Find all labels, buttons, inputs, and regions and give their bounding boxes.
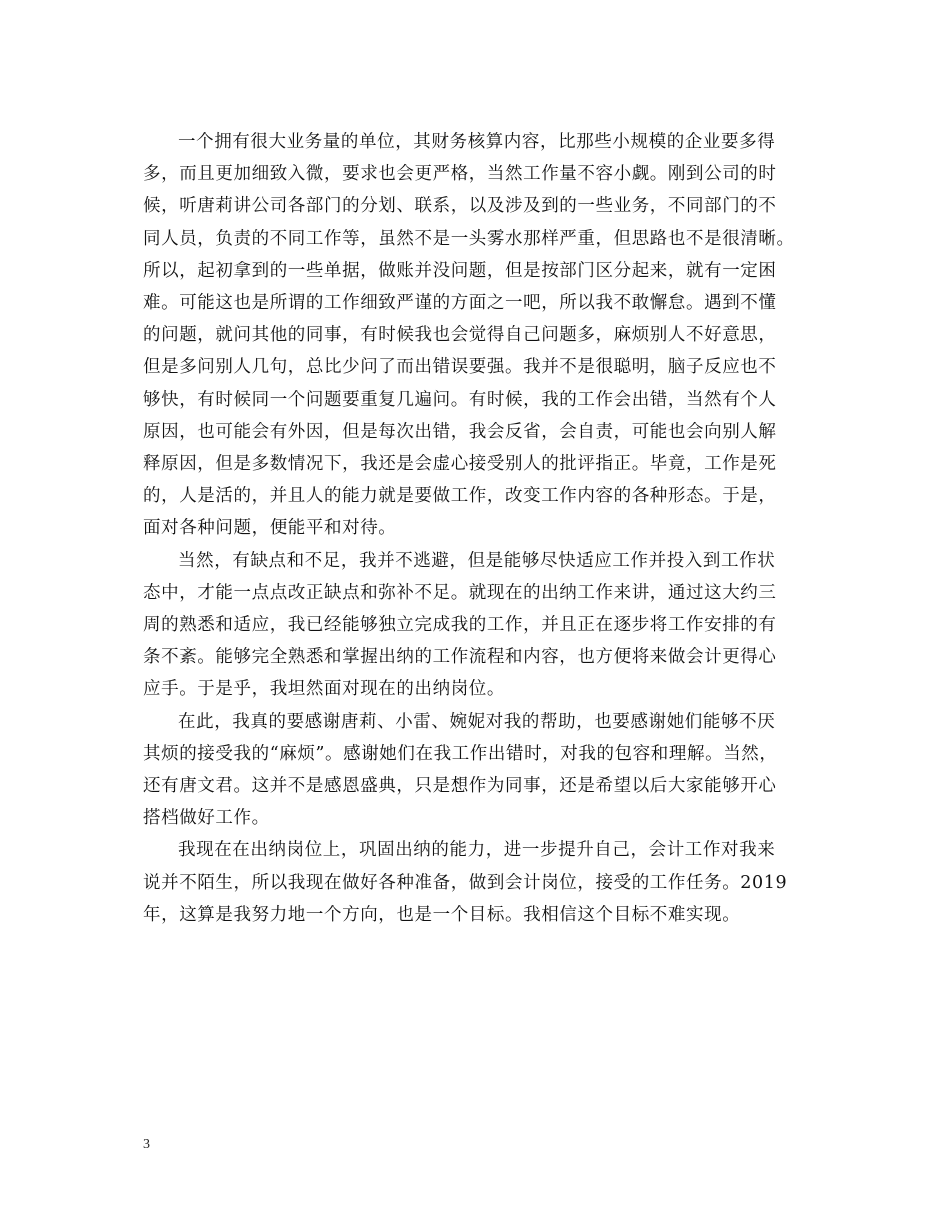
text-line: 但是多问别人几句，总比少问了而出错误要强。我并不是很聪明，脑子反应也不 xyxy=(143,357,777,378)
text-line: 应手。于是乎，我坦然面对现在的出纳岗位。 xyxy=(143,679,505,700)
text-line: 还有唐文君。这并不是感恩盛典，只是想作为同事，还是希望以后大家能够开心 xyxy=(143,776,777,797)
text-line: 的问题，就问其他的同事，有时候我也会觉得自己问题多，麻烦别人不好意思， xyxy=(143,325,777,346)
paragraph-2 xyxy=(143,545,808,706)
text-line: 年，这算是我努力地一个方向，也是一个目标。我相信这个目标不难实现。 xyxy=(143,904,741,925)
text-line: 搭档做好工作。 xyxy=(143,808,270,829)
paragraph-1 xyxy=(143,126,808,545)
text-line: 释原因，但是多数情况下，我还是会虚心接受别人的批评指正。毕竟，工作是死 xyxy=(143,454,777,475)
text-line: 当然，有缺点和不足，我并不逃避，但是能够尽快适应工作并投入到工作状 xyxy=(178,550,776,571)
text-line: 所以，起初拿到的一些单据，做账并没问题，但是按部门区分起来，就有一定困 xyxy=(143,260,777,281)
text-line: 的，人是活的，并且人的能力就是要做工作，改变工作内容的各种形态。于是， xyxy=(143,486,777,507)
text-line: 够快，有时候同一个问题要重复几遍问。有时候，我的工作会出错，当然有个人 xyxy=(143,389,777,410)
text-line: 同人员，负责的不同工作等，虽然不是一头雾水那样严重，但思路也不是很清晰。 xyxy=(143,228,795,249)
paragraph-4 xyxy=(143,834,808,931)
text-line: 候，听唐莉讲公司各部门的分划、联系，以及涉及到的一些业务，不同部门的不 xyxy=(143,196,777,217)
text-line: 态中，才能一点点改正缺点和弥补不足。就现在的出纳工作来讲，通过这大约三 xyxy=(143,582,777,603)
paragraph-3 xyxy=(143,706,808,835)
text-line: 周的熟悉和适应，我已经能够独立完成我的工作，并且正在逐步将工作安排的有 xyxy=(143,615,777,636)
body-text xyxy=(143,126,808,931)
text-line: 原因，也可能会有外因，但是每次出错，我会反省，会自责，可能也会向别人解 xyxy=(143,421,777,442)
text-line: 说并不陌生，所以我现在做好各种准备，做到会计岗位，接受的工作任务。2019 xyxy=(143,872,788,893)
text-line: 在此，我真的要感谢唐莉、小雷、婉妮对我的帮助，也要感谢她们能够不厌 xyxy=(178,711,776,732)
text-line: 一个拥有很大业务量的单位，其财务核算内容，比那些小规模的企业要多得 xyxy=(178,132,776,152)
text-line: 难。可能这也是所谓的工作细致严谨的方面之一吧，所以我不敢懈怠。遇到不懂 xyxy=(143,293,777,314)
text-line: 面对各种问题，便能平和对待。 xyxy=(143,518,397,539)
text-line: 多，而且更加细致入微，要求也会更严格，当然工作量不容小觑。刚到公司的时 xyxy=(143,164,777,185)
page-number: 3 xyxy=(143,1137,150,1152)
text-line: 其烦的接受我的“麻烦”。感谢她们在我工作出错时，对我的包容和理解。当然， xyxy=(143,743,778,764)
text-line: 条不紊。能够完全熟悉和掌握出纳的工作流程和内容，也方便将来做会计更得心 xyxy=(143,647,777,668)
text-line: 我现在在出纳岗位上，巩固出纳的能力，进一步提升自己，会计工作对我来 xyxy=(178,840,776,861)
